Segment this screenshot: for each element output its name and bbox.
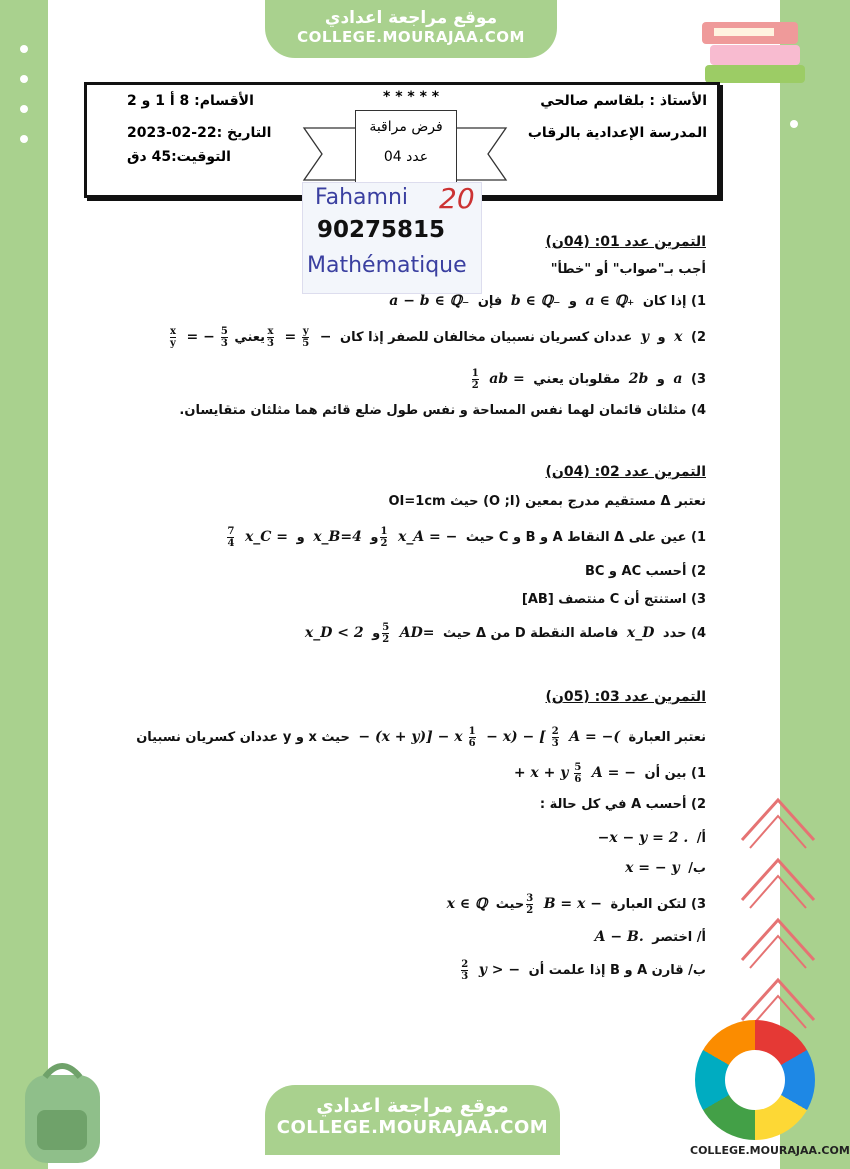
text: مقلوبان يعني (533, 372, 621, 387)
fraction (227, 526, 234, 549)
chevron-up-icon (738, 790, 798, 850)
dot (120, 45, 128, 53)
exercise-line (179, 403, 706, 418)
math-expression: 2b (628, 371, 649, 387)
dot (700, 1010, 708, 1018)
fraction (267, 326, 274, 349)
exercise-title (545, 234, 706, 250)
exercise-line (459, 959, 706, 982)
numerator: x (267, 326, 274, 337)
numerator: 5 (574, 762, 582, 773)
exercise-line (443, 893, 706, 916)
denominator: 6 (574, 774, 582, 785)
site-banner-bottom[interactable] (265, 1085, 560, 1155)
text: و (568, 294, 577, 309)
math-expression: y > − (478, 962, 521, 978)
text: 4) مثلثان قائمان لهما نفس المساحة و نفس طول ضلع قائم هما مثلثان متقايسان. (179, 403, 706, 418)
exercise-line (510, 762, 706, 785)
numerator: 1 (468, 726, 476, 737)
math-expression: − (319, 329, 332, 345)
text: 3) لتكن العبارة (610, 897, 706, 912)
fraction (469, 726, 476, 749)
math-expression: b ∈ ℚ₋ (510, 293, 561, 309)
text: فاصلة النقطة D من Δ حيث (442, 626, 619, 641)
stars: * * * * * (383, 89, 440, 105)
site-banner-top[interactable] (265, 0, 557, 58)
fraction (574, 762, 581, 785)
math-expression: A − B. (594, 929, 644, 945)
banner-title: موقع مراجعة اعدادي (316, 1095, 509, 1117)
text: التمرين عدد 02: (04ن) (545, 464, 706, 480)
denominator: 5 (302, 338, 310, 349)
math-expression: x_D < 2 (304, 625, 364, 641)
text: التمرين عدد 01: (04ن) (545, 234, 706, 250)
exercise-line (551, 262, 706, 277)
math-expression: a − b ∈ ℚ₋ (389, 293, 470, 309)
text: 1) بين أن (644, 766, 706, 781)
text: و (296, 530, 305, 545)
text: 2) أحسب AC و BC (584, 564, 706, 579)
stamp-phone: 90275815 (317, 217, 446, 243)
exercise-title (545, 689, 706, 705)
denominator: 2 (471, 380, 479, 391)
teacher-name: الأستاذ : بلقاسم صالحي (540, 93, 707, 109)
math-expression: = (284, 329, 297, 345)
math-expression: = − (186, 329, 215, 345)
dot (20, 45, 28, 53)
denominator: 3 (220, 338, 228, 349)
ribbon-left (300, 124, 356, 184)
text: نعتبر العبارة (628, 730, 706, 745)
text: يعني (234, 330, 265, 345)
numerator: 5 (382, 622, 390, 633)
text: ب/ قارن A و B إذا علمت أن (528, 963, 706, 978)
exercise-title (545, 464, 706, 480)
denominator: 3 (461, 971, 469, 982)
exercise-line (389, 494, 707, 509)
chevron-up-icon (738, 850, 798, 910)
numerator: 3 (526, 893, 534, 904)
banner-url[interactable]: COLLEGE.MOURAJAA.COM (297, 28, 525, 46)
denominator: 2 (380, 538, 388, 549)
math-expression: x_C = (244, 529, 289, 545)
dot (20, 105, 28, 113)
exam-title-ribbon (355, 110, 457, 191)
text: التمرين عدد 03: (05ن) (545, 689, 706, 705)
fraction (302, 326, 309, 349)
exercise-line (470, 368, 706, 391)
fraction (382, 622, 389, 645)
stamp-subject: Mathématique (307, 253, 467, 278)
banner-url[interactable]: COLLEGE.MOURAJAA.COM (276, 1117, 549, 1138)
text: و (657, 330, 666, 345)
text: 1) إذا كان (642, 294, 706, 309)
stamp-mark: 20 (439, 182, 475, 215)
denominator: 3 (267, 338, 274, 349)
math-expression: x_A = − (397, 529, 458, 545)
fraction (461, 959, 468, 982)
text: 2) أحسب A في كل حالة : (539, 797, 706, 812)
dot (60, 45, 68, 53)
dot (790, 120, 798, 128)
chevron-up-icon (738, 910, 798, 970)
text: و (372, 626, 381, 641)
logo-url[interactable]: COLLEGE.MOURAJAA.COM (690, 1144, 850, 1157)
exercise-line (225, 526, 706, 549)
math-expression: + x + y (513, 765, 569, 781)
numerator: 2 (461, 959, 469, 970)
fraction (526, 893, 533, 916)
fraction (380, 526, 387, 549)
dot (760, 120, 768, 128)
math-expression: − (x + y)] − x (358, 729, 463, 745)
exercise-line (540, 797, 706, 812)
math-expression: a (673, 371, 683, 387)
text: فإن (477, 294, 503, 309)
classes: الأقسام: 8 أ 1 و 2 (127, 93, 254, 109)
exercise-line (136, 726, 706, 749)
text: ب/ (688, 861, 706, 876)
math-expression: x_B=4 (313, 529, 362, 545)
fraction (221, 326, 228, 349)
numerator: 2 (551, 726, 559, 737)
text: و (656, 372, 665, 387)
fraction (472, 368, 479, 391)
fahamni-stamp (302, 182, 482, 294)
exercise-line (385, 293, 706, 309)
math-expression: AD= (399, 625, 435, 641)
math-expression: x = − y (625, 860, 680, 876)
exercise-line (168, 326, 706, 349)
text: 4) حدد (662, 626, 706, 641)
math-expression: −x − y = 2 . (597, 830, 689, 846)
text: أ/ اختصر (652, 930, 706, 945)
text: نعتبر Δ مستقيم مدرج بمعين (O ;I) حيث OI=1cm (388, 494, 706, 509)
fraction (552, 726, 559, 749)
exercise-line (621, 860, 706, 876)
math-expression: A = − (591, 765, 636, 781)
numerator: 1 (380, 526, 388, 537)
math-expression: B = x − (543, 896, 602, 912)
text: أ/ (696, 831, 706, 846)
numerator: y (302, 326, 309, 337)
text: 1) عين على Δ النقاط A و B و C حيث (465, 530, 706, 545)
denominator: 6 (468, 738, 476, 749)
math-expression: ab = (489, 371, 525, 387)
backpack-icon (15, 1055, 110, 1165)
text: و (370, 530, 379, 545)
text: 3) (691, 372, 706, 387)
fraction (170, 326, 176, 349)
text: 2) (691, 330, 706, 345)
stamp-name: Fahamni (315, 185, 409, 210)
numerator: 7 (227, 526, 235, 537)
books-icon (700, 10, 810, 90)
exam-duration: التوقيت:45 دق (127, 149, 231, 165)
math-expression: − x) − [ (486, 729, 546, 745)
banner-title: موقع مراجعة اعدادي (324, 8, 498, 28)
numerator: x (169, 326, 176, 337)
denominator: 3 (551, 738, 559, 749)
math-expression: A = −( (569, 729, 620, 745)
ribbon-right (454, 124, 510, 184)
text: أجب بـ"صواب" أو "خطأ" (550, 262, 706, 277)
math-expression: a ∈ ℚ₊ (585, 293, 635, 309)
numerator: 5 (220, 326, 228, 337)
dot (90, 45, 98, 53)
numerator: 1 (471, 368, 479, 379)
exercise-line (594, 830, 706, 846)
text: 3) استنتج أن C منتصف [AB] (521, 592, 706, 607)
denominator: y (170, 338, 176, 349)
math-expression: x_D (626, 625, 655, 641)
denominator: 4 (227, 538, 235, 549)
text: عددان كسريان نسبيان مخالفان للصفر إذا كان (340, 330, 633, 345)
denominator: 2 (526, 905, 534, 916)
site-logo-icon[interactable] (695, 1020, 815, 1140)
denominator: 2 (382, 634, 390, 645)
math-expression: x ∈ ℚ (446, 896, 488, 912)
text: حيث x و y عددان كسريان نسبيان (136, 730, 350, 745)
math-expression: y (640, 329, 649, 345)
exam-title: فرض مراقبة (369, 119, 443, 135)
exercise-line (591, 929, 706, 945)
exercise-line (301, 622, 706, 645)
exam-date: التاريخ :22-02-2023 (127, 125, 272, 141)
exam-number: عدد 04 (383, 149, 429, 165)
exercise-line (585, 564, 706, 579)
dot (20, 135, 28, 143)
exercise-line (522, 592, 706, 607)
dot (20, 75, 28, 83)
school-name: المدرسة الإعدادية بالرقاب (527, 125, 707, 141)
math-expression: x (674, 329, 683, 345)
text: حيث (495, 897, 525, 912)
